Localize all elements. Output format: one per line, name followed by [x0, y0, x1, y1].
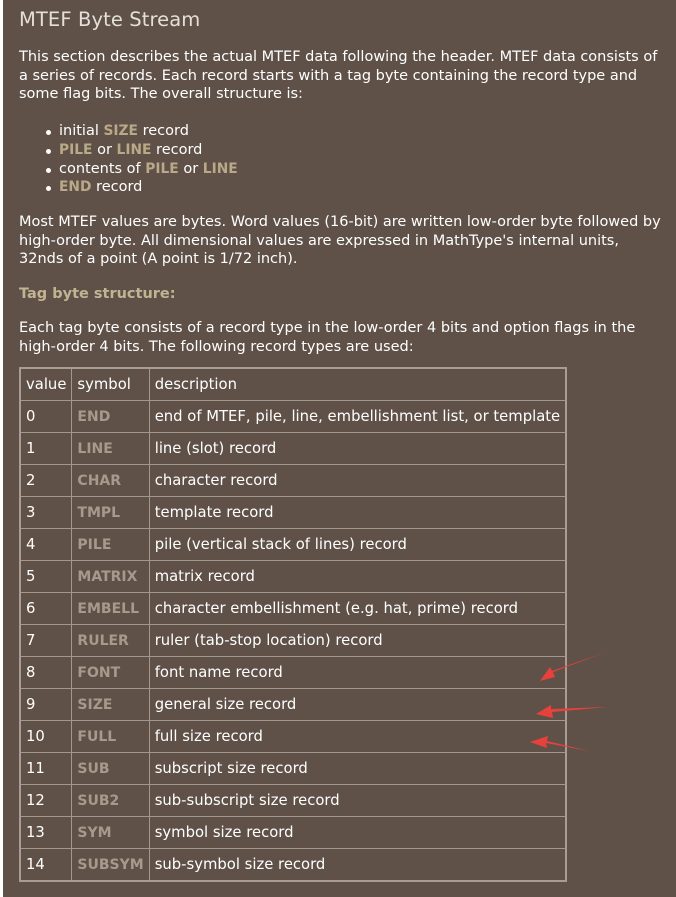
table-row [20, 401, 566, 433]
symbol-cell: CHAR [72, 465, 149, 497]
table-row [20, 817, 566, 849]
description-cell: pile (vertical stack of lines) record [149, 529, 566, 561]
value-cell: 8 [20, 657, 72, 689]
table-header-row [20, 368, 566, 401]
values-paragraph: Most MTEF values are bytes. Word values (16-bit) are written low-order byte followed by high-order byte. All dimensional values are expressed in MathType's internal units, 32nds of a point (A point is 1/72 inch). [19, 213, 661, 268]
value-cell: 2 [20, 465, 72, 497]
structure-list [19, 122, 662, 197]
list-text: or [92, 141, 117, 158]
symbol-cell: EMBELL [72, 593, 149, 625]
symbol-cell: SUB [72, 753, 149, 785]
description-cell: end of MTEF, pile, line, embellishment list, or template [149, 401, 566, 433]
list-text: record [151, 141, 203, 158]
description-cell: sub-symbol size record [149, 849, 566, 882]
record-keyword: LINE [202, 160, 238, 177]
section-title: MTEF Byte Stream [19, 8, 201, 31]
record-keyword: PILE [59, 141, 93, 158]
symbol-cell: MATRIX [72, 561, 149, 593]
value-cell: 5 [20, 561, 72, 593]
value-cell: 12 [20, 785, 72, 817]
record-types-table [19, 367, 567, 882]
table-row [20, 721, 566, 753]
symbol-cell: FONT [72, 657, 149, 689]
structure-list-item [43, 122, 662, 141]
table-row [20, 561, 566, 593]
structure-list-item [43, 160, 662, 179]
description-cell: font name record [149, 657, 566, 689]
value-cell: 14 [20, 849, 72, 882]
value-cell: 1 [20, 433, 72, 465]
value-cell: 4 [20, 529, 72, 561]
description-cell: subscript size record [149, 753, 566, 785]
description-cell: matrix record [149, 561, 566, 593]
column-header-description: description [149, 368, 566, 401]
symbol-cell: LINE [72, 433, 149, 465]
list-text: contents of [59, 160, 146, 177]
table-row [20, 625, 566, 657]
table-row [20, 657, 566, 689]
table-row [20, 593, 566, 625]
table-row [20, 849, 566, 882]
symbol-cell: RULER [72, 625, 149, 657]
description-cell: ruler (tab-stop location) record [149, 625, 566, 657]
column-header-value: value [20, 368, 72, 401]
value-cell: 9 [20, 689, 72, 721]
value-cell: 0 [20, 401, 72, 433]
value-cell: 3 [20, 497, 72, 529]
symbol-cell: END [72, 401, 149, 433]
table-row [20, 529, 566, 561]
description-cell: general size record [149, 689, 566, 721]
description-cell: template record [149, 497, 566, 529]
record-keyword: PILE [145, 160, 179, 177]
symbol-cell: SIZE [72, 689, 149, 721]
list-text: or [178, 160, 203, 177]
list-text: initial [59, 123, 104, 140]
symbol-cell: SYM [72, 817, 149, 849]
intro-paragraph: This section describes the actual MTEF data following the header. MTEF data consists of a series of records. Each record starts with a tag byte containing the record type and some flag bits. The overall structure is: [19, 49, 658, 103]
symbol-cell: TMPL [72, 497, 149, 529]
tag-byte-heading: Tag byte structure: [19, 286, 176, 303]
table-row [20, 465, 566, 497]
table-row [20, 433, 566, 465]
table-row [20, 497, 566, 529]
value-cell: 7 [20, 625, 72, 657]
description-cell: symbol size record [149, 817, 566, 849]
description-cell: line (slot) record [149, 433, 566, 465]
tag-byte-paragraph: Each tag byte consists of a record type in the low-order 4 bits and option flags in the high-order 4 bits. The following record types are used: [19, 320, 636, 355]
value-cell: 11 [20, 753, 72, 785]
description-cell: sub-subscript size record [149, 785, 566, 817]
value-cell: 10 [20, 721, 72, 753]
record-keyword: SIZE [103, 123, 138, 140]
record-keyword: LINE [116, 141, 152, 158]
symbol-cell: SUB2 [72, 785, 149, 817]
symbol-cell: PILE [72, 529, 149, 561]
value-cell: 13 [20, 817, 72, 849]
symbol-cell: SUBSYM [72, 849, 149, 882]
symbol-cell: FULL [72, 721, 149, 753]
structure-list-item [43, 178, 662, 197]
list-text: record [91, 179, 143, 196]
record-keyword: END [59, 179, 92, 196]
structure-list-item [43, 141, 662, 160]
table-row [20, 753, 566, 785]
description-cell: character embellishment (e.g. hat, prime) record [149, 593, 566, 625]
value-cell: 6 [20, 593, 72, 625]
description-cell: character record [149, 465, 566, 497]
description-cell: full size record [149, 721, 566, 753]
table-row [20, 689, 566, 721]
list-text: record [137, 123, 189, 140]
column-header-symbol: symbol [72, 368, 149, 401]
table-row [20, 785, 566, 817]
